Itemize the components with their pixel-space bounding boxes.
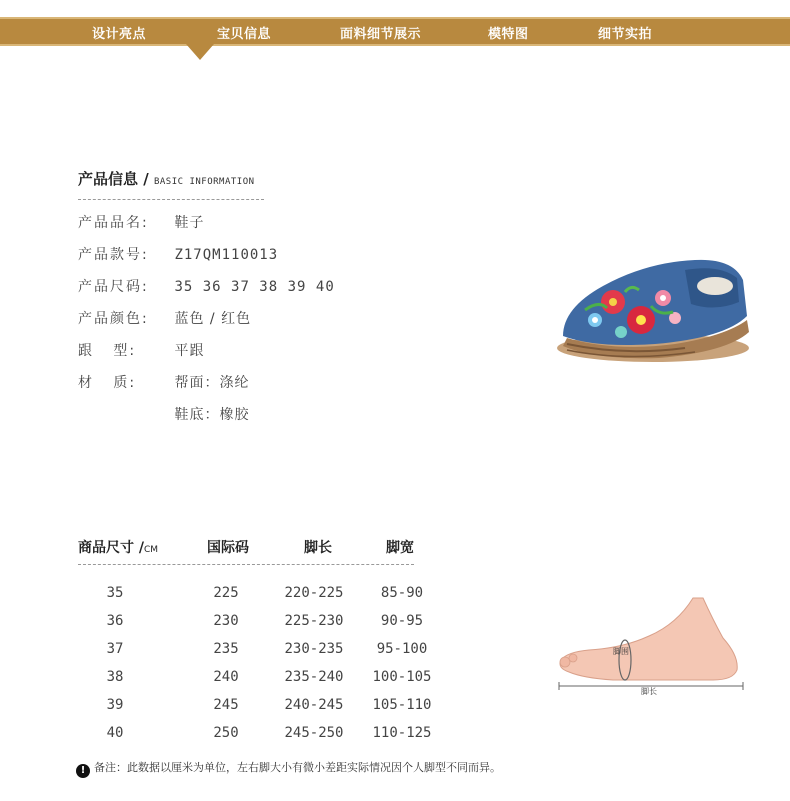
table-cell: 38 [106, 669, 124, 685]
footnote [76, 759, 501, 778]
foot-girth-label: 脚围 [613, 647, 629, 656]
embroidered-shoe-image [555, 240, 755, 375]
exclamation-icon: ! [76, 764, 90, 778]
size-table-header-intl: 国际码 [207, 540, 249, 556]
info-row-material [78, 372, 249, 392]
section-title-text: 产品信息 / [78, 170, 149, 188]
info-row-sole [78, 404, 249, 424]
foot-length-label: 脚长 [641, 687, 657, 696]
table-cell: 240 [213, 669, 239, 685]
size-table-header-size [78, 537, 158, 557]
table-cell: 39 [106, 697, 124, 713]
table-cell: 40 [106, 725, 124, 741]
info-label: 产品颜色: [78, 311, 149, 327]
active-tab-pointer-icon [186, 44, 214, 60]
info-value: 蓝色 / 红色 [174, 311, 252, 327]
table-cell: 250 [213, 725, 239, 741]
info-label: 产品款号: [78, 247, 149, 263]
table-cell: 230 [213, 613, 239, 629]
table-cell: 100-105 [372, 669, 432, 685]
table-cell: 85-90 [380, 585, 424, 601]
divider [78, 199, 264, 200]
table-cell: 110-125 [372, 725, 432, 741]
section-subtitle: BASIC INFORMATION [153, 177, 255, 187]
table-cell: 105-110 [372, 697, 432, 713]
info-value: 鞋子 [174, 215, 205, 231]
footnote-text: 备注：此数据以厘米为单位，左右脚大小有微小差距实际情况因个人脚型不同而异。 [94, 761, 501, 774]
info-row-sizes [78, 276, 335, 296]
nav-tab-product-info[interactable]: 宝贝信息 [217, 27, 272, 42]
divider [78, 564, 414, 565]
table-cell: 235-240 [284, 669, 344, 685]
table-cell: 225-230 [284, 613, 344, 629]
info-label: 跟 型: [78, 343, 137, 359]
info-row-style-no [78, 244, 278, 264]
info-label: 产品品名: [78, 215, 149, 231]
header-text: 商品尺寸 / [78, 540, 144, 556]
nav-tab-details[interactable]: 细节实拍 [598, 27, 653, 42]
info-value: 35 36 37 38 39 40 [174, 279, 335, 295]
size-table-header-foot-width: 脚宽 [386, 540, 414, 556]
table-cell: 90-95 [380, 613, 424, 629]
info-label: 材 质: [78, 375, 137, 391]
info-label: 产品尺码: [78, 279, 149, 295]
info-value: 鞋底：橡胶 [174, 407, 250, 423]
info-value: 平跟 [174, 343, 205, 359]
table-cell: 235 [213, 641, 239, 657]
table-cell: 245-250 [284, 725, 344, 741]
table-cell: 35 [106, 585, 124, 601]
table-cell: 220-225 [284, 585, 344, 601]
info-row-name [78, 212, 204, 232]
table-cell: 95-100 [376, 641, 428, 657]
header-unit: CM [144, 545, 159, 555]
nav-tab-design[interactable]: 设计亮点 [92, 27, 147, 42]
table-cell: 37 [106, 641, 124, 657]
info-row-heel [78, 340, 204, 360]
info-value: 帮面：涤纶 [174, 375, 250, 391]
table-cell: 240-245 [284, 697, 344, 713]
nav-tab-fabric[interactable]: 面料细节展示 [340, 27, 422, 42]
section-title-product-info [78, 168, 255, 189]
table-cell: 230-235 [284, 641, 344, 657]
table-cell: 245 [213, 697, 239, 713]
foot-measurement-diagram [553, 590, 753, 700]
info-row-colors [78, 308, 251, 328]
table-cell: 36 [106, 613, 124, 629]
info-value: Z17QM110013 [174, 247, 279, 263]
table-cell: 225 [213, 585, 239, 601]
nav-tab-model[interactable]: 模特图 [488, 27, 529, 42]
size-table-header-foot-length: 脚长 [304, 540, 332, 556]
top-nav-bar [0, 17, 790, 46]
